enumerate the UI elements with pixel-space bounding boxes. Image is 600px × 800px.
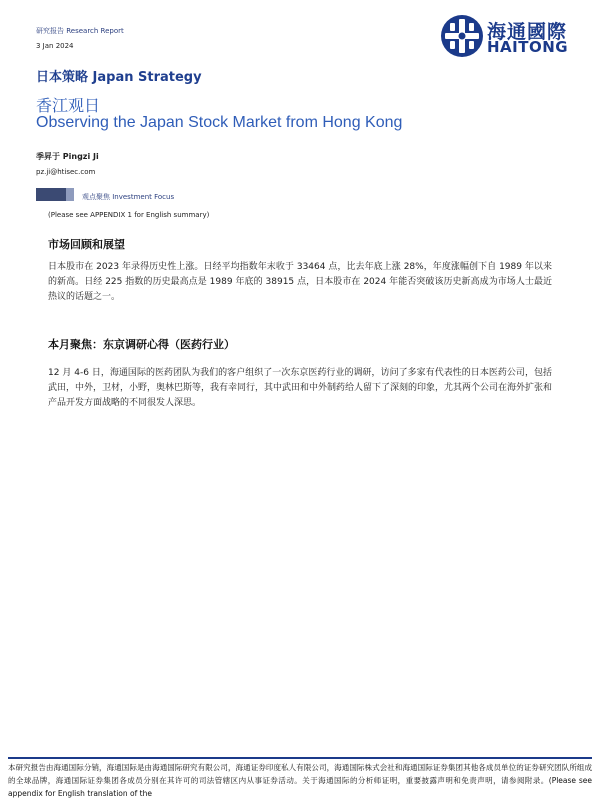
investment-focus-label: 观点聚焦 Investment Focus <box>82 193 175 201</box>
haitong-logo-icon <box>440 14 484 58</box>
appendix-note: (Please see APPENDIX 1 for English summary) <box>48 211 210 219</box>
report-type: 研究报告 Research Report <box>36 27 124 35</box>
section-body-market-review: 日本股市在 2023 年录得历史性上涨。日经平均指数年末收于 33464 点，比去年底上涨 28%，年度涨幅创下自 1989 年以来的新高。日经 225 指数的历史最高点是 1989 年底的 38915 点，日本股市在 2024 年能否突破该历史新高成为市场人士最近热议的话题之一。 <box>48 262 552 302</box>
section-body-monthly-focus: 12 月 4-6 日，海通国际的医药团队为我们的客户组织了一次东京医药行业的调研，访问了多家有代表性的日本医药公司，包括武田，中外，卫材，小野，奥林巴斯等，我有幸同行，其中武田和中外制药给人留下了深刻的印象，尤其两个公司在海外扩张和产品开发方面战略的不同很发人深思。 <box>48 368 553 408</box>
report-date: 3 Jan 2024 <box>36 42 74 50</box>
report-title-en: Observing the Japan Stock Market from Hong Kong <box>36 114 403 131</box>
author-name: 季昇于 Pingzi Ji <box>36 152 99 161</box>
focus-bar <box>36 188 66 201</box>
strategy-title: 日本策略 Japan Strategy <box>36 70 202 85</box>
section-title-monthly-focus: 本月聚焦：东京调研心得（医药行业） <box>48 338 235 351</box>
focus-bar-accent <box>66 188 74 201</box>
logo-name-en: HAITONG <box>487 38 569 56</box>
section-title-market-review: 市场回顾和展望 <box>48 238 125 251</box>
footer-divider <box>8 757 592 759</box>
author-email[interactable]: pz.ji@htisec.com <box>36 168 96 176</box>
report-title-cn: 香江观日 <box>36 96 101 115</box>
footer-disclaimer: 本研究报告由海通国际分销，海通国际是由海通国际研究有限公司，海通证券印度私人有限公司，海通国际株式会社和海通国际证券集团其他各成员单位的证券研究团队所组成的全球品牌，海通国际证券集团各成员分别在其许可的司法管辖区内从事证券活动。关于海通国际的分析师证明，重要披露声明和免责声明，请参阅附录。(Please see appendix for English translation of the <box>8 763 592 798</box>
logo-name-cn: 海通國際 <box>487 21 568 43</box>
